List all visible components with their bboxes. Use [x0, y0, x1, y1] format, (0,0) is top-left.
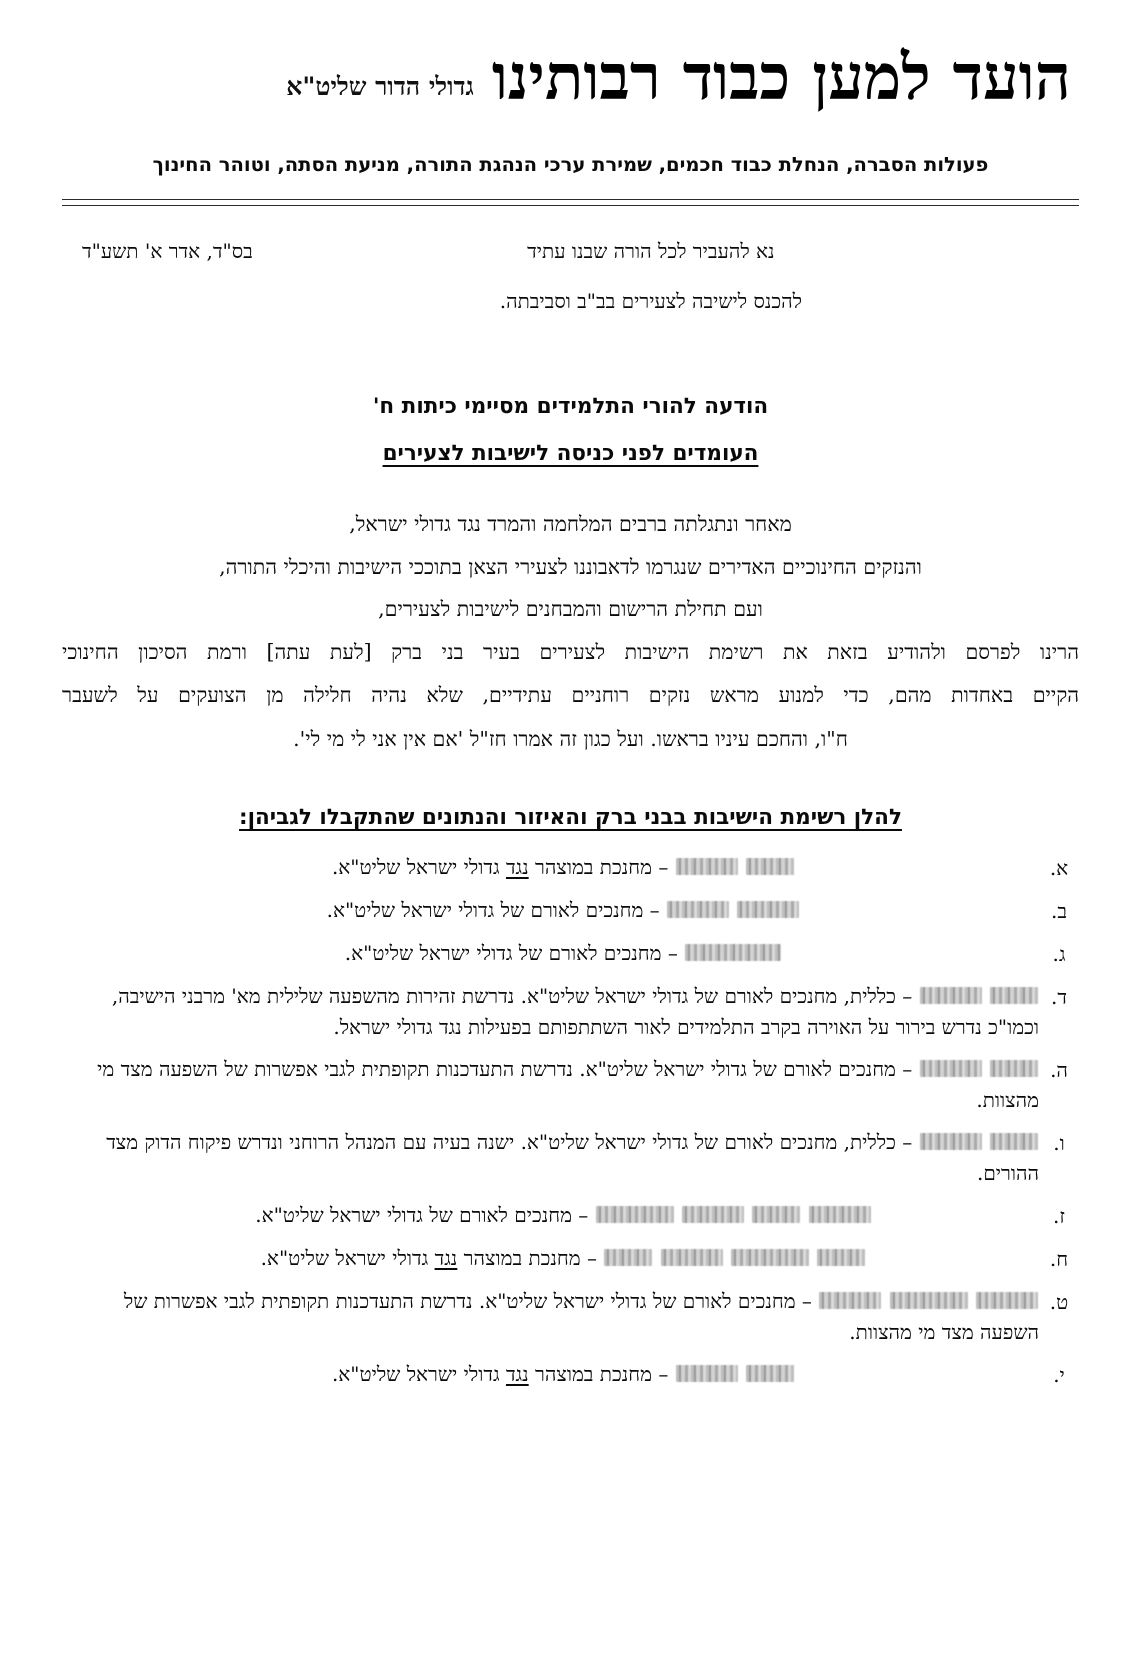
list-item-body [62, 852, 1039, 883]
redacted-institution-name [912, 1130, 1039, 1154]
redaction-block [604, 1249, 652, 1266]
list-item-body [62, 1286, 1039, 1348]
list-item-dash: – [651, 855, 669, 880]
list-item-marker: ב. [1051, 899, 1067, 924]
list-item-dash: – [895, 984, 913, 1009]
redaction-block [976, 1292, 1038, 1309]
list-item-text: כללית, מחנכים לאורם של גדולי ישראל שליט"א. נדרשת זהירות מהשפעה שלילית מא' מרבני הישיבה, וכמו"כ נדרש בירור על האוירה בקרב התלמידים לאור השתתפותם בפעילות נגד גדולי ישראל. [111, 984, 1039, 1040]
emphasis-text: נגד [505, 855, 529, 880]
redaction-block [737, 901, 799, 918]
list-item-marker: ח. [1049, 1247, 1069, 1272]
body-line-5: הקיים באחדות מהם, כדי למנוע מראש נזקים רוחניים עתידיים, שלא נהיה חלילה מן הצועקים על לשעבר [62, 683, 1079, 708]
redacted-institution-name [660, 898, 801, 922]
redacted-institution-name [597, 1246, 866, 1270]
forwarding-line-2: להכנס לישיבה לצעירים בב"ב וסביבתה. [499, 289, 802, 314]
list-item-marker: ט. [1049, 1290, 1069, 1315]
redacted-institution-name [812, 1289, 1039, 1313]
redaction-block [809, 1206, 871, 1223]
list-item [62, 895, 1079, 927]
list-item [62, 1127, 1079, 1189]
list-item-body [62, 1243, 1039, 1274]
redaction-block [920, 1060, 982, 1077]
list-item [62, 1286, 1079, 1348]
list-item-text: מחנכים לאורם של גדולי ישראל שליט"א. [326, 898, 644, 923]
redaction-block [596, 1206, 674, 1223]
redacted-institution-name [912, 984, 1039, 1008]
redaction-block [752, 1206, 800, 1223]
redaction-block [920, 1133, 982, 1150]
redaction-block [990, 987, 1038, 1004]
redacted-institution-name [912, 1057, 1039, 1081]
list-item-text: מחנכים לאורם של גדולי ישראל שליט"א. נדרשת התעדכנות תקופתית לגבי אפשרות של השפעה מצד מי מהצוות. [123, 1289, 1039, 1345]
list-item-text: גדולי ישראל שליט"א. [331, 855, 506, 880]
redaction-block [746, 1365, 794, 1382]
body-line-3: ועם תחילת הרישום והמבחנים לישיבות לצעירים, [378, 597, 763, 622]
meta-row [62, 236, 1079, 316]
list-item-marker: ג. [1052, 942, 1066, 967]
redaction-block [682, 1206, 744, 1223]
body-line-2: והנזקים החינוכיים האדירים שנגרמו לדאבוננו לצעירי הצאן בתוככי הישיבות והיכלי התורה, [219, 554, 922, 579]
list-item-marker: ו. [1053, 1131, 1065, 1156]
list-item-marker: ה. [1050, 1058, 1068, 1083]
list-item-dash: – [895, 1057, 913, 1082]
redaction-block [819, 1292, 881, 1309]
list-item-body [62, 1359, 1039, 1390]
list-item [62, 1054, 1079, 1116]
list-item-dash: – [895, 1130, 913, 1155]
masthead [62, 0, 1079, 114]
organization-tagline: פעולות הסברה, הנחלת כבוד חכמים, שמירת ערכי הנהגת התורה, מניעת הסתה, וטוהר החינוך [152, 153, 989, 177]
list-item-dash: – [580, 1246, 597, 1271]
yeshiva-list [62, 852, 1079, 1391]
redaction-block [890, 1292, 968, 1309]
emphasis-text: נגד [434, 1246, 458, 1271]
list-item [62, 1359, 1079, 1391]
redaction-block [920, 987, 982, 1004]
list-item-dash: – [651, 1362, 669, 1387]
list-item-body [62, 1200, 1039, 1231]
redaction-block [731, 1249, 809, 1266]
body-line-6: ח"ו, והחכם עיניו בראשו. ועל כגון זה אמרו חז"ל 'אם אין אני לי מי לי'. [293, 726, 848, 751]
list-item-marker: ד. [1051, 985, 1067, 1010]
list-item [62, 938, 1079, 970]
body-line-4: הרינו לפרסם ולהודיע בזאת את רשימת הישיבות לצעירים בעיר בני ברק [לעת עתה] ורמת הסיכון החינוכי [62, 639, 1079, 664]
list-heading: להלן רשימת הישיבות בבני ברק והאיזור והנתונים שהתקבלו לגביהן: [239, 805, 902, 831]
list-item-body [62, 1127, 1039, 1189]
redaction-block [667, 901, 729, 918]
list-item-text: מחנכת במוצהר [528, 855, 652, 880]
list-item-dash: – [571, 1203, 589, 1228]
list-item-text: גדולי ישראל שליט"א. [260, 1246, 435, 1271]
body-intro [62, 514, 1079, 620]
list-item-text: מחנכים לאורם של גדולי ישראל שליט"א. נדרשת התעדכנות תקופתית לגבי אפשרות של השפעה מצד מי מהצוות. [97, 1057, 1039, 1113]
list-item-text: גדולי ישראל שליט"א. [331, 1362, 506, 1387]
redaction-block [817, 1249, 865, 1266]
redaction-block [990, 1133, 1038, 1150]
list-item-text: כללית, מחנכים לאורם של גדולי ישראל שליט"א. ישנה בעיה עם המנהל הרוחני ונדרש פיקוח הדוק מצד ההורים. [106, 1130, 1039, 1186]
forwarding-line-1: נא להעביר לכל הורה שבנו עתיד [527, 239, 775, 264]
hebrew-date: בס"ד, אדר א' תשע"ד [82, 239, 253, 264]
redaction-block [746, 858, 794, 875]
body-main [62, 639, 1079, 751]
list-item-dash: – [795, 1289, 812, 1314]
list-item-dash: – [643, 898, 660, 923]
emphasis-text: נגד [505, 1362, 529, 1387]
list-item-body [62, 981, 1039, 1043]
list-item [62, 1243, 1079, 1275]
redacted-institution-name [678, 941, 782, 965]
organization-title: הועד למען כבוד רבותינו [491, 40, 1071, 114]
redaction-block [661, 1249, 723, 1266]
list-item-marker: א. [1049, 856, 1069, 881]
body-line-1: מאחר ונתגלתה ברבים המלחמה והמרד נגד גדולי ישראל, [349, 512, 792, 537]
list-item-body [62, 895, 1039, 926]
redaction-block [685, 944, 781, 961]
list-item-text: מחנכים לאורם של גדולי ישראל שליט"א. [255, 1203, 572, 1228]
list-item-body [62, 1054, 1039, 1116]
organization-subtitle: גדולי הדור שליט"א [286, 72, 474, 101]
redaction-block [676, 858, 738, 875]
list-item-text: מחנכת במוצהר [528, 1362, 652, 1387]
list-item-marker: ז. [1053, 1204, 1065, 1229]
list-item [62, 852, 1079, 884]
list-item-marker: י. [1053, 1363, 1065, 1388]
page-title: הודעה להורי התלמידים מסיימי כיתות ח' [372, 394, 769, 420]
redacted-institution-name [668, 855, 795, 879]
list-item-dash: – [661, 941, 678, 966]
list-item-body [62, 938, 1039, 969]
redacted-institution-name [588, 1203, 871, 1227]
header-divider [62, 199, 1079, 206]
page-subtitle: העומדים לפני כניסה לישיבות לצעירים [382, 441, 759, 467]
list-item [62, 981, 1079, 1043]
redaction-block [676, 1365, 738, 1382]
list-item [62, 1200, 1079, 1232]
redacted-institution-name [668, 1362, 795, 1386]
redaction-block [990, 1060, 1038, 1077]
list-item-text: מחנכת במוצהר [457, 1246, 581, 1271]
list-item-text: מחנכים לאורם של גדולי ישראל שליט"א. [344, 941, 662, 966]
forwarding-instruction [253, 236, 1079, 316]
